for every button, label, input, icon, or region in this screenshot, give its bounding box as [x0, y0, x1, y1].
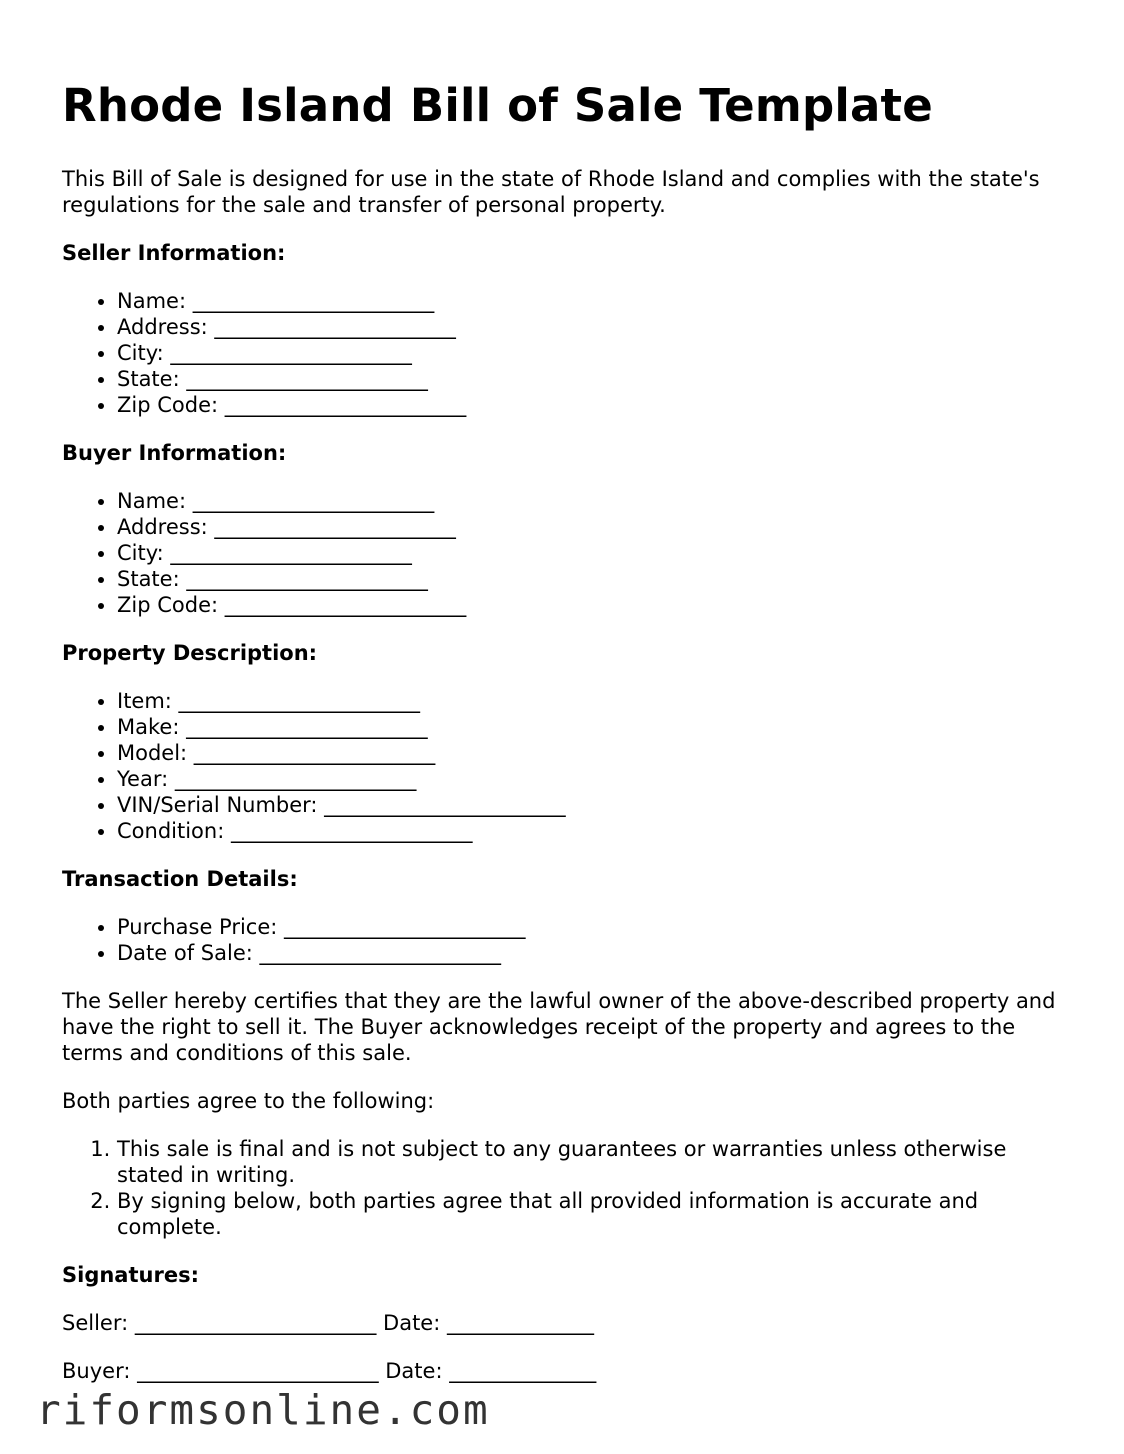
buyer-signature-line: Buyer: _______________________ Date: ______________: [62, 1359, 597, 1383]
page-title: Rhode Island Bill of Sale Template: [62, 79, 933, 132]
document-page: [62, 80, 1062, 1406]
term-item: 2. By signing below, both parties agree that all provided information is accurate and complete.: [117, 1188, 1062, 1240]
transaction-field-list: [62, 914, 1062, 966]
date-of-sale-field: • Date of Sale: _______________________: [117, 940, 1062, 966]
buyer-zip-field: • Zip Code: _______________________: [117, 592, 1062, 618]
certification-paragraph: The Seller hereby certifies that they are the lawful owner of the above-described property and have the right to sell it. The Buyer acknowledges receipt of the property and agrees to the terms and conditions of this sale.: [62, 989, 1056, 1065]
seller-name-field: • Name: _______________________: [117, 288, 1062, 314]
seller-field-list: [62, 288, 1062, 418]
seller-state-field: • State: _______________________: [117, 366, 1062, 392]
property-field-list: [62, 688, 1062, 844]
property-item-field: • Item: _______________________: [117, 688, 1062, 714]
site-watermark: riformsonline.com: [36, 1386, 490, 1434]
buyer-city-field: • City: _______________________: [117, 540, 1062, 566]
seller-address-field: • Address: _______________________: [117, 314, 1062, 340]
property-vin-field: • VIN/Serial Number: _______________________: [117, 792, 1062, 818]
property-year-field: • Year: _______________________: [117, 766, 1062, 792]
buyer-state-field: • State: _______________________: [117, 566, 1062, 592]
buyer-name-field: • Name: _______________________: [117, 488, 1062, 514]
term-item: 1. This sale is final and is not subject to any guarantees or warranties unless otherwise stated in writing.: [117, 1136, 1062, 1188]
buyer-heading: Buyer Information:: [62, 441, 287, 465]
buyer-address-field: • Address: _______________________: [117, 514, 1062, 540]
property-make-field: • Make: _______________________: [117, 714, 1062, 740]
seller-city-field: • City: _______________________: [117, 340, 1062, 366]
property-condition-field: • Condition: _______________________: [117, 818, 1062, 844]
purchase-price-field: • Purchase Price: _______________________: [117, 914, 1062, 940]
transaction-heading: Transaction Details:: [62, 867, 298, 891]
agreement-intro: Both parties agree to the following:: [62, 1089, 435, 1113]
seller-heading: Seller Information:: [62, 241, 286, 265]
seller-signature-line: Seller: _______________________ Date: ______________: [62, 1311, 594, 1335]
buyer-field-list: [62, 488, 1062, 618]
terms-list: [62, 1136, 1062, 1240]
intro-paragraph: This Bill of Sale is designed for use in the state of Rhode Island and complies with the state's regulations for the sale and transfer of personal property.: [62, 167, 1040, 217]
property-heading: Property Description:: [62, 641, 318, 665]
seller-zip-field: • Zip Code: _______________________: [117, 392, 1062, 418]
property-model-field: • Model: _______________________: [117, 740, 1062, 766]
signatures-heading: Signatures:: [62, 1263, 199, 1287]
